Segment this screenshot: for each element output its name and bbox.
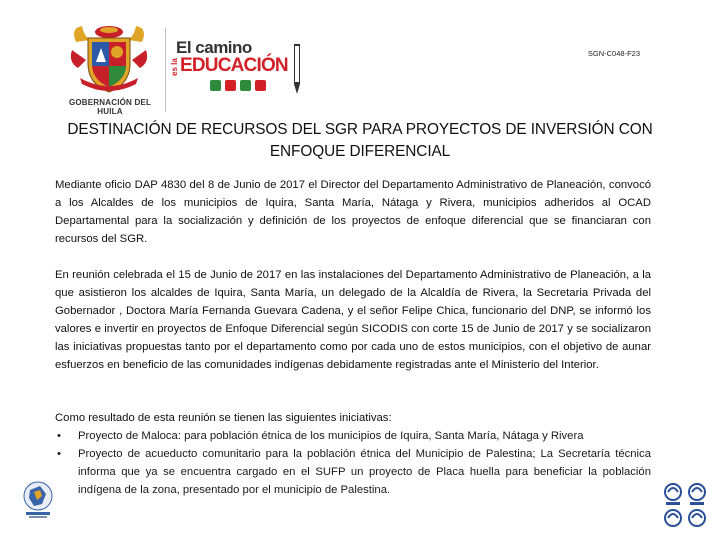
campaign-logo-line1: El camino	[176, 38, 252, 57]
header-divider	[165, 28, 166, 112]
initiatives-list	[55, 428, 651, 500]
certification-logos-icon	[662, 480, 720, 530]
family-icon	[255, 80, 266, 91]
department-seal-icon	[20, 480, 56, 520]
campaign-icon-row	[210, 80, 290, 94]
list-item-text: Proyecto de Maloca: para población étnica de los municipios de Iquira, Santa María, Nátaga y Rivera	[78, 430, 584, 442]
campaign-logo-line2: EDUCACIÓN	[180, 55, 288, 76]
list-item-text: Proyecto de acueducto comunitario para la población étnica del Municipio de Palestina; La Secretaría técnica informa que ya se encuentra cargado en el SUFP un proyecto de Placa huella para beneficiar la población indígena de la zona, presentado por el municipio de Palestina.	[78, 447, 651, 496]
list-item	[55, 446, 651, 500]
tree-icon	[240, 80, 251, 91]
paragraph-convocation: Mediante oficio DAP 4830 del 8 de Junio de 2017 el Director del Departamento Administrativo de Planeación, convocó a los Alcaldes de los municipios de Iquira, Santa María, Nátaga y Rivera, municipios adheridos al OCAD Departamental para la socialización y definición de los proyectos de enfoque diferencial que se financiaran con recursos del SGR.	[55, 179, 651, 245]
person-icon	[225, 80, 236, 91]
page-title: DESTINACIÓN DE RECURSOS DEL SGR PARA PROYECTOS DE INVERSIÓN CON ENFOQUE DIFERENCIAL	[67, 121, 653, 160]
government-name: GOBERNACIÓN DEL HUILA	[68, 98, 152, 116]
pencil-icon	[292, 44, 302, 94]
document-code: SGN-C048-F23	[587, 49, 640, 58]
house-icon	[210, 80, 221, 91]
paragraph-meeting: En reunión celebrada el 15 de Junio de 2017 en las instalaciones del Departamento Administrativo de Planeación, a la que asistieron los alcaldes de Iquira, Santa María, un delegado de la Alcaldía de Rivera, la Secretaria Privada del Gobernador , Doctora María Fernanda Guevara Cadena, y el señor Felipe Chica, funcionario del DNP, se informó los valores e invertir en proyectos de Enfoque Diferencial según SICODIS con corte 15 de Junio de 2017 y se socializaron las iniciativas propuestas tanto por el departamento como por cada uno de estos municipios, con el objetivo de aunar esfuerzos en beneficio de las comunidades indígenas debidamente registradas ante el Ministerio del Interior.	[55, 269, 651, 371]
bullet-marker: •	[57, 447, 61, 460]
campaign-logo	[170, 36, 310, 100]
bullet-marker: •	[57, 430, 61, 442]
list-item	[55, 428, 651, 446]
campaign-logo-side-text: es la	[170, 58, 179, 76]
paragraph-initiatives-intro: Como resultado de esta reunión se tienen las siguientes iniciativas:	[55, 412, 392, 424]
shield-crest-icon	[70, 22, 148, 94]
